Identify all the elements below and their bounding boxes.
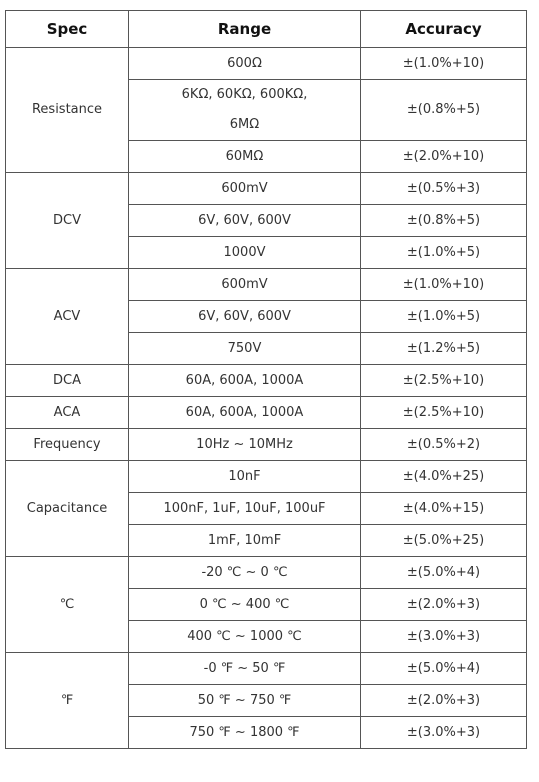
spec-table-container [5, 10, 527, 749]
table-row [6, 269, 527, 301]
range-cell: 600mV [129, 269, 361, 301]
range-cell: 1mF, 10mF [129, 525, 361, 557]
spec-cell: DCA [6, 365, 129, 397]
accuracy-cell: ±(2.0%+3) [361, 685, 527, 717]
range-cell: 60A, 600A, 1000A [129, 397, 361, 429]
range-cell: -20 ℃ ~ 0 ℃ [129, 557, 361, 589]
range-cell: 750V [129, 333, 361, 365]
accuracy-cell: ±(2.5%+10) [361, 365, 527, 397]
table-row [6, 461, 527, 493]
spec-cell: Capacitance [6, 461, 129, 557]
accuracy-cell: ±(0.8%+5) [361, 80, 527, 141]
accuracy-cell: ±(1.2%+5) [361, 333, 527, 365]
spec-cell: ℉ [6, 653, 129, 749]
table-row [6, 557, 527, 589]
spec-cell: ℃ [6, 557, 129, 653]
spec-cell: ACV [6, 269, 129, 365]
accuracy-cell: ±(5.0%+25) [361, 525, 527, 557]
header-spec: Spec [6, 11, 129, 48]
spec-cell: Resistance [6, 48, 129, 173]
range-cell: 600mV [129, 173, 361, 205]
spec-table-body [6, 48, 527, 749]
table-row [6, 653, 527, 685]
range-cell: 6V, 60V, 600V [129, 205, 361, 237]
range-cell: 600Ω [129, 48, 361, 80]
range-cell: 400 ℃ ~ 1000 ℃ [129, 621, 361, 653]
accuracy-cell: ±(1.0%+10) [361, 269, 527, 301]
table-row [6, 429, 527, 461]
table-row [6, 365, 527, 397]
accuracy-cell: ±(2.5%+10) [361, 397, 527, 429]
header-row [6, 11, 527, 48]
table-row [6, 397, 527, 429]
table-row [6, 173, 527, 205]
range-cell: 6V, 60V, 600V [129, 301, 361, 333]
range-cell: 10nF [129, 461, 361, 493]
accuracy-cell: ±(3.0%+3) [361, 621, 527, 653]
range-cell: 60A, 600A, 1000A [129, 365, 361, 397]
header-range: Range [129, 11, 361, 48]
accuracy-cell: ±(5.0%+4) [361, 557, 527, 589]
range-cell: 100nF, 1uF, 10uF, 100uF [129, 493, 361, 525]
accuracy-cell: ±(4.0%+25) [361, 461, 527, 493]
range-cell: -0 ℉ ~ 50 ℉ [129, 653, 361, 685]
range-cell: 6KΩ, 60KΩ, 600KΩ, 6MΩ [129, 80, 361, 141]
accuracy-cell: ±(4.0%+15) [361, 493, 527, 525]
accuracy-cell: ±(2.0%+3) [361, 589, 527, 621]
accuracy-cell: ±(0.8%+5) [361, 205, 527, 237]
spec-cell: Frequency [6, 429, 129, 461]
accuracy-cell: ±(5.0%+4) [361, 653, 527, 685]
header-accuracy: Accuracy [361, 11, 527, 48]
spec-cell: ACA [6, 397, 129, 429]
accuracy-cell: ±(2.0%+10) [361, 141, 527, 173]
accuracy-cell: ±(0.5%+3) [361, 173, 527, 205]
range-cell: 0 ℃ ~ 400 ℃ [129, 589, 361, 621]
range-cell: 10Hz ~ 10MHz [129, 429, 361, 461]
range-cell: 50 ℉ ~ 750 ℉ [129, 685, 361, 717]
accuracy-cell: ±(0.5%+2) [361, 429, 527, 461]
accuracy-cell: ±(1.0%+5) [361, 237, 527, 269]
spec-table [5, 10, 527, 749]
accuracy-cell: ±(1.0%+10) [361, 48, 527, 80]
accuracy-cell: ±(3.0%+3) [361, 717, 527, 749]
range-cell: 60MΩ [129, 141, 361, 173]
table-row [6, 48, 527, 80]
range-cell: 750 ℉ ~ 1800 ℉ [129, 717, 361, 749]
spec-cell: DCV [6, 173, 129, 269]
accuracy-cell: ±(1.0%+5) [361, 301, 527, 333]
range-cell: 1000V [129, 237, 361, 269]
